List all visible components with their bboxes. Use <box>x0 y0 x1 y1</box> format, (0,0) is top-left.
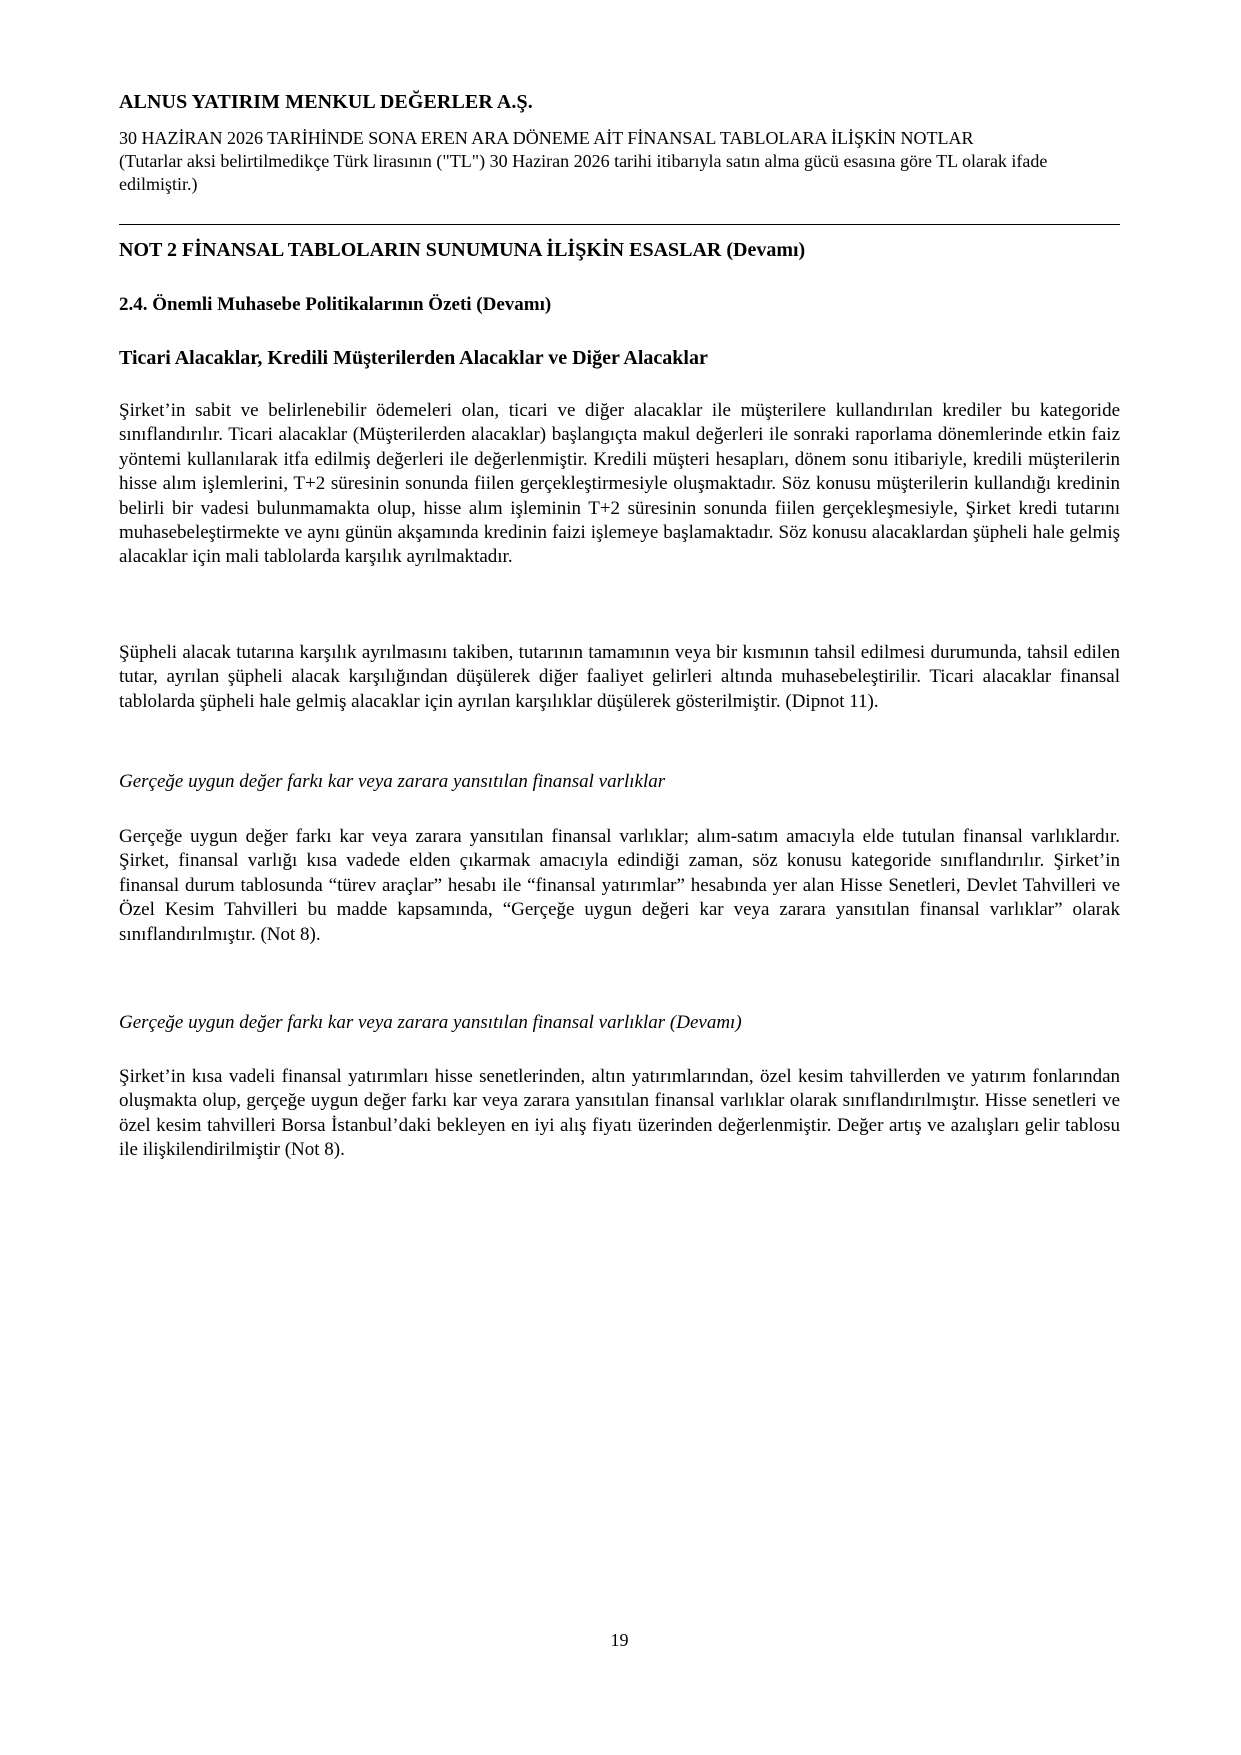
header-divider <box>119 224 1120 225</box>
paragraph-trade-receivables: Şirket’in sabit ve belirlenebilir ödemeleri olan, ticari ve diğer alacaklar ile müşterilere kullandırılan krediler bu kategoride sınıflandırılır. Ticari alacaklar (Müşterilerden alacaklar) başlangıçta makul değerleri ile sonraki raporlama dönemlerinde etkin faiz yöntemi kullanılarak itfa edilmiş değerleri ile değerlenmiştir. Kredili müşteri hesapları, dönem sonu itibariyle, kredili müşterilerin hisse alım işlemlerini, T+2 süresinin sonunda fiilen gerçekleştirmesiyle oluşmaktadır. Söz konusu müşterilerin kullandığı kredinin belirli bir vadesi bulunmamakta olup, hisse alım işleminin T+2 süresinin sonunda fiilen gerçekleşmesiyle, Şirket kredi tutarını muhasebeleştirmekte ve aynı günün akşamında kredinin faizi işlemeye başlamaktadır. Söz konusu alacaklardan şüpheli hale gelmiş alacaklar için mali tablolarda karşılık ayrılmaktadır. <box>119 400 1120 568</box>
paragraph-doubtful-receivables: Şüpheli alacak tutarına karşılık ayrılmasını takiben, tutarının tamamının veya bir kısmının tahsil edilmesi durumunda, tahsil edilen tutar, ayrılan şüpheli alacak karşılığından düşülerek diğer faaliyet gelirleri altında muhasebeleştirilir. Ticari alacaklar finansal tablolarda şüpheli hale gelmiş alacaklar için ayrılan karşılıklar düşülerek gösterilmiştir. (Dipnot 11). <box>119 642 1120 712</box>
paragraph-short-term-investments: Şirket’in kısa vadeli finansal yatırımları hisse senetlerinden, altın yatırımlarından, özel kesim tahvillerden ve yatırım fonlarından oluşmakta olup, gerçeğe uygun değer farkı kar veya zarara yansıtılan finansal varlıklar olarak sınıflandırılmıştır. Hisse senetleri ve özel kesim tahvilleri Borsa İstanbul’daki bekleyen en iyi alış fiyatı üzerinden değerlenmiştir. Değer artış ve azalışları gelir tablosu ile ilişkilendirilmiştir (Not 8). <box>119 1066 1120 1161</box>
section-title: 2.4. Önemli Muhasebe Politikalarının Özeti (Devamı) <box>119 294 552 315</box>
page-number: 19 <box>610 1630 629 1650</box>
paragraph-fvtpl: Gerçeğe uygun değer farkı kar veya zarara yansıtılan finansal varlıklar; alım-satım amacıyla elde tutulan finansal varlıklardır. Şirket, finansal varlığı kısa vadede elden çıkarmak amacıyla edindiği zaman, söz konusu kategoride sınıflandırılır. Şirket’in finansal durum tablosunda “türev araçlar” hesabı ile “finansal yatırımlar” hesabında yer alan Hisse Senetleri, Devlet Tahvilleri ve Özel Kesim Tahvilleri bu madde kapsamında, “Gerçeğe uygun değeri kar veya zarara yansıtılan finansal varlıklar” olarak sınıflandırılmıştır. (Not 8). <box>119 826 1120 945</box>
subsection-title: Ticari Alacaklar, Kredili Müşterilerden Alacaklar ve Diğer Alacaklar <box>119 347 708 369</box>
italic-heading-fvtpl-continued: Gerçeğe uygun değer farkı kar veya zarara yansıtılan finansal varlıklar (Devamı) <box>119 1012 742 1033</box>
company-name: ALNUS YATIRIM MENKUL DEĞERLER A.Ş. <box>119 91 533 113</box>
document-page <box>119 0 1120 1755</box>
note-title: NOT 2 FİNANSAL TABLOLARIN SUNUMUNA İLİŞKİN ESASLAR (Devamı) <box>119 239 806 261</box>
italic-heading-fvtpl: Gerçeğe uygun değer farkı kar veya zarara yansıtılan finansal varlıklar <box>119 771 666 792</box>
report-subtitle-text: 30 HAZİRAN 2026 TARİHİNDE SONA EREN ARA DÖNEME AİT FİNANSAL TABLOLARA İLİŞKİN NOTLAR (Tutarlar aksi belirtilmedikçe Türk lirasının ("TL") 30 Haziran 2026 tarihi itibarıyla satın alma gücü esasına göre TL olarak ifade edilmiştir.) <box>119 128 1048 194</box>
report-subtitle <box>119 127 1120 196</box>
